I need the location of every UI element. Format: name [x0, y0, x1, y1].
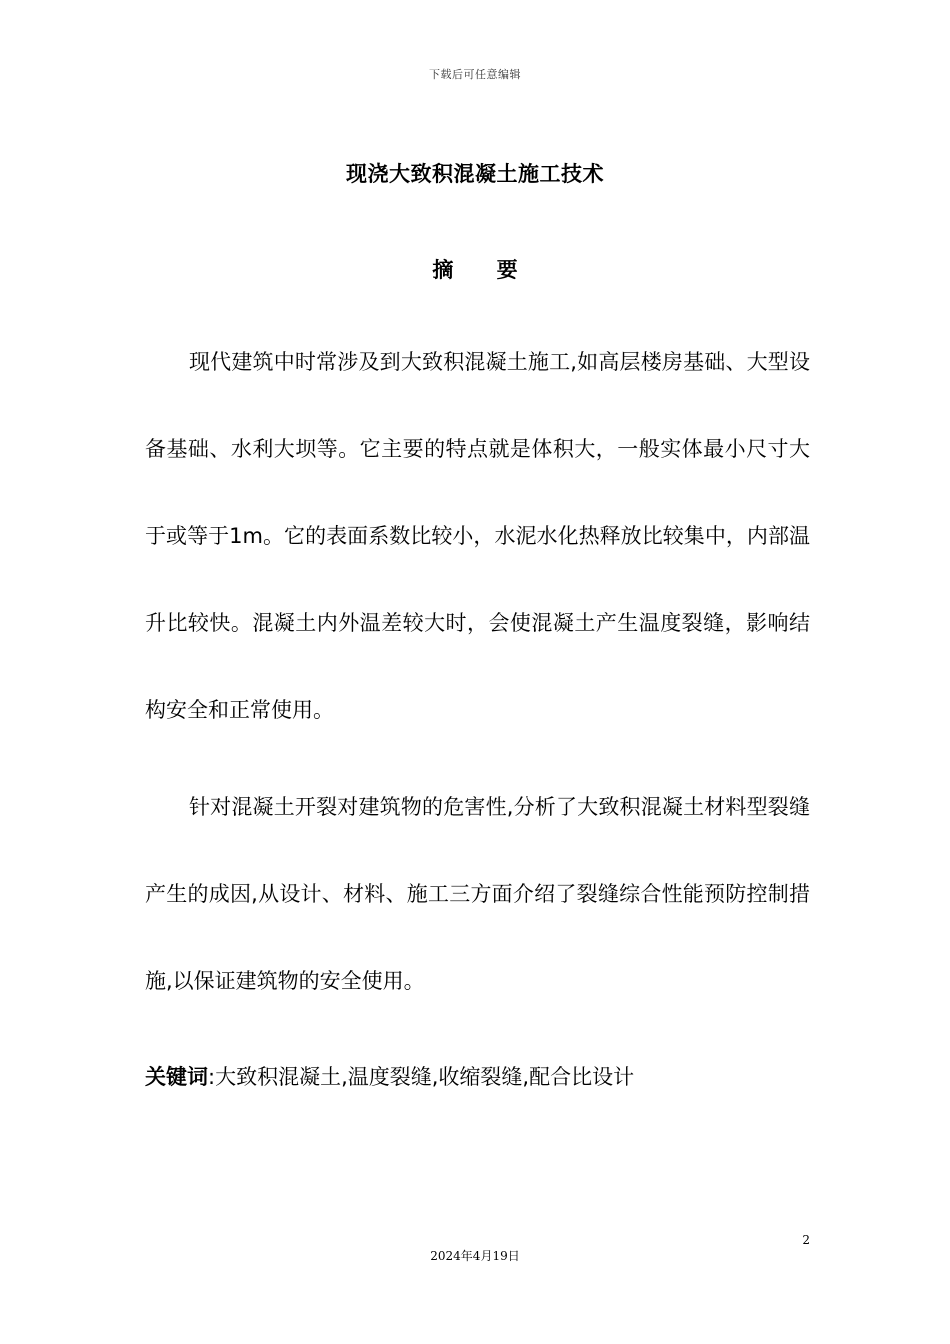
keywords-label: 关键词: [145, 1065, 208, 1089]
abstract-heading: 摘 要: [432, 258, 536, 282]
keywords-text: :大致积混凝土,温度裂缝,收缩裂缝,配合比设计: [208, 1065, 635, 1089]
keywords-line: [145, 1061, 810, 1093]
document-title: 现浇大致积混凝土施工技术: [346, 162, 604, 186]
abstract-paragraph-2: 针对混凝土开裂对建筑物的危害性,分析了大致积混凝土材料型裂缝产生的成因,从设计、材料、施工三方面介绍了裂缝综合性能预防控制措施,以保证建筑物的安全使用。: [145, 795, 810, 993]
header-note: 下载后可任意编辑: [429, 68, 521, 81]
abstract-paragraph-1: 现代建筑中时常涉及到大致积混凝土施工,如高层楼房基础、大型设备基础、水利大坝等。它主要的特点就是体积大，一般实体最小尺寸大于或等于1m。它的表面系数比较小，水泥水化热释放比较集中，内部温升比较快。混凝土内外温差较大时，会使混凝土产生温度裂缝，影响结构安全和正常使用。: [145, 350, 810, 722]
footer-date: 2024年4月19日: [430, 1249, 520, 1263]
page-number: 2: [802, 1233, 810, 1247]
